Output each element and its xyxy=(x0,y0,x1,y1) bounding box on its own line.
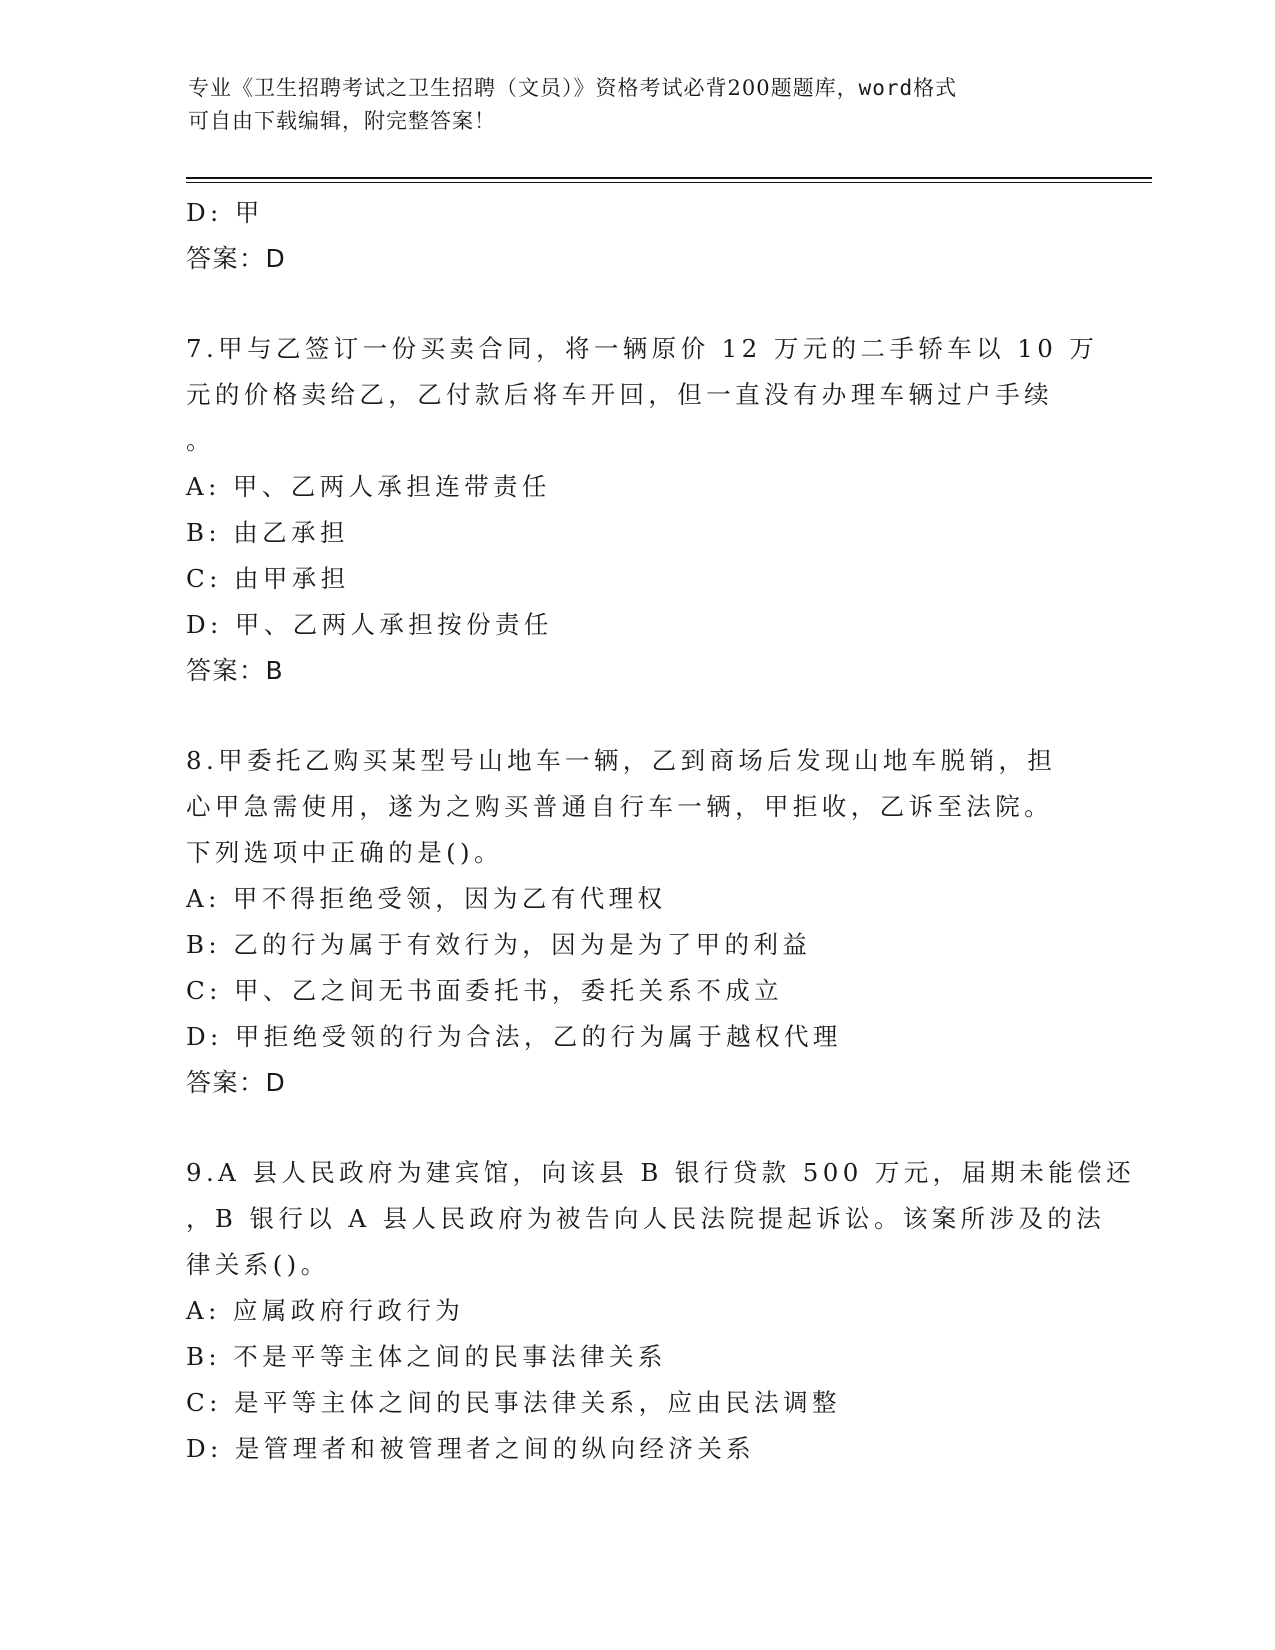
question-stem-line: 下列选项中正确的是()。 xyxy=(186,838,503,867)
header-divider-thin xyxy=(186,182,1152,183)
question-stem-line: 心甲急需使用，遂为之购买普通自行车一辆，甲拒收，乙诉至法院。 xyxy=(186,792,1053,821)
answer-line: 答案：B xyxy=(186,656,285,685)
question-8 xyxy=(186,738,1086,1106)
question-stem-line: ，B 银行以 A 县人民政府为被告向人民法院提起诉讼。该案所涉及的法 xyxy=(186,1204,1106,1233)
option-d: D: 甲拒绝受领的行为合法，乙的行为属于越权代理 xyxy=(186,1022,842,1051)
option-d: D: 甲、乙两人承担按份责任 xyxy=(186,610,553,639)
option-c: C: 是平等主体之间的民事法律关系，应由民法调整 xyxy=(186,1388,841,1417)
page-header xyxy=(188,72,1088,138)
option-d: D: 是管理者和被管理者之间的纵向经济关系 xyxy=(186,1434,756,1463)
answer-line: 答案：D xyxy=(186,1068,287,1097)
question-stem-line: 7.甲与乙签订一份买卖合同，将一辆原价 12 万元的二手轿车以 10 万 xyxy=(186,334,1099,363)
question-stem-line: 元的价格卖给乙，乙付款后将车开回，但一直没有办理车辆过户手续 xyxy=(186,380,1053,409)
option-a: A: 甲不得拒绝受领，因为乙有代理权 xyxy=(186,884,667,913)
option-d: D: 甲 xyxy=(186,198,264,227)
option-b: B: 由乙承担 xyxy=(186,518,349,547)
spacer xyxy=(186,282,1086,326)
header-format-suffix: 格式 xyxy=(913,76,958,100)
question-stem-line: 8.甲委托乙购买某型号山地车一辆，乙到商场后发现山地车脱销，担 xyxy=(186,746,1057,775)
option-b: B: 不是平等主体之间的民事法律关系 xyxy=(186,1342,667,1371)
option-b: B: 乙的行为属于有效行为，因为是为了甲的利益 xyxy=(186,930,812,959)
header-line-2: 可自由下载编辑，附完整答案！ xyxy=(188,109,496,133)
answer-line: 答案：D xyxy=(186,244,287,273)
option-c: C: 由甲承担 xyxy=(186,564,350,593)
header-line-1 xyxy=(188,72,1088,105)
previous-question-tail xyxy=(186,190,1086,282)
option-a: A: 甲、乙两人承担连带责任 xyxy=(186,472,551,501)
question-stem-line: 。 xyxy=(186,426,215,455)
header-divider-thick xyxy=(186,177,1152,179)
document-body xyxy=(186,190,1135,1472)
header-word-format: word xyxy=(858,76,914,100)
question-9 xyxy=(186,1150,1135,1472)
question-7 xyxy=(186,326,1099,694)
option-c: C: 甲、乙之间无书面委托书，委托关系不成立 xyxy=(186,976,784,1005)
question-stem-line: 律关系()。 xyxy=(186,1250,330,1279)
question-stem-line: 9.A 县人民政府为建宾馆，向该县 B 银行贷款 500 万元，届期未能偿还 xyxy=(186,1158,1135,1187)
header-title: 专业《卫生招聘考试之卫生招聘（文员）》资格考试必背200题题库， xyxy=(188,76,859,100)
spacer xyxy=(186,694,1086,738)
spacer xyxy=(186,1106,1086,1150)
option-a: A: 应属政府行政行为 xyxy=(186,1296,465,1325)
